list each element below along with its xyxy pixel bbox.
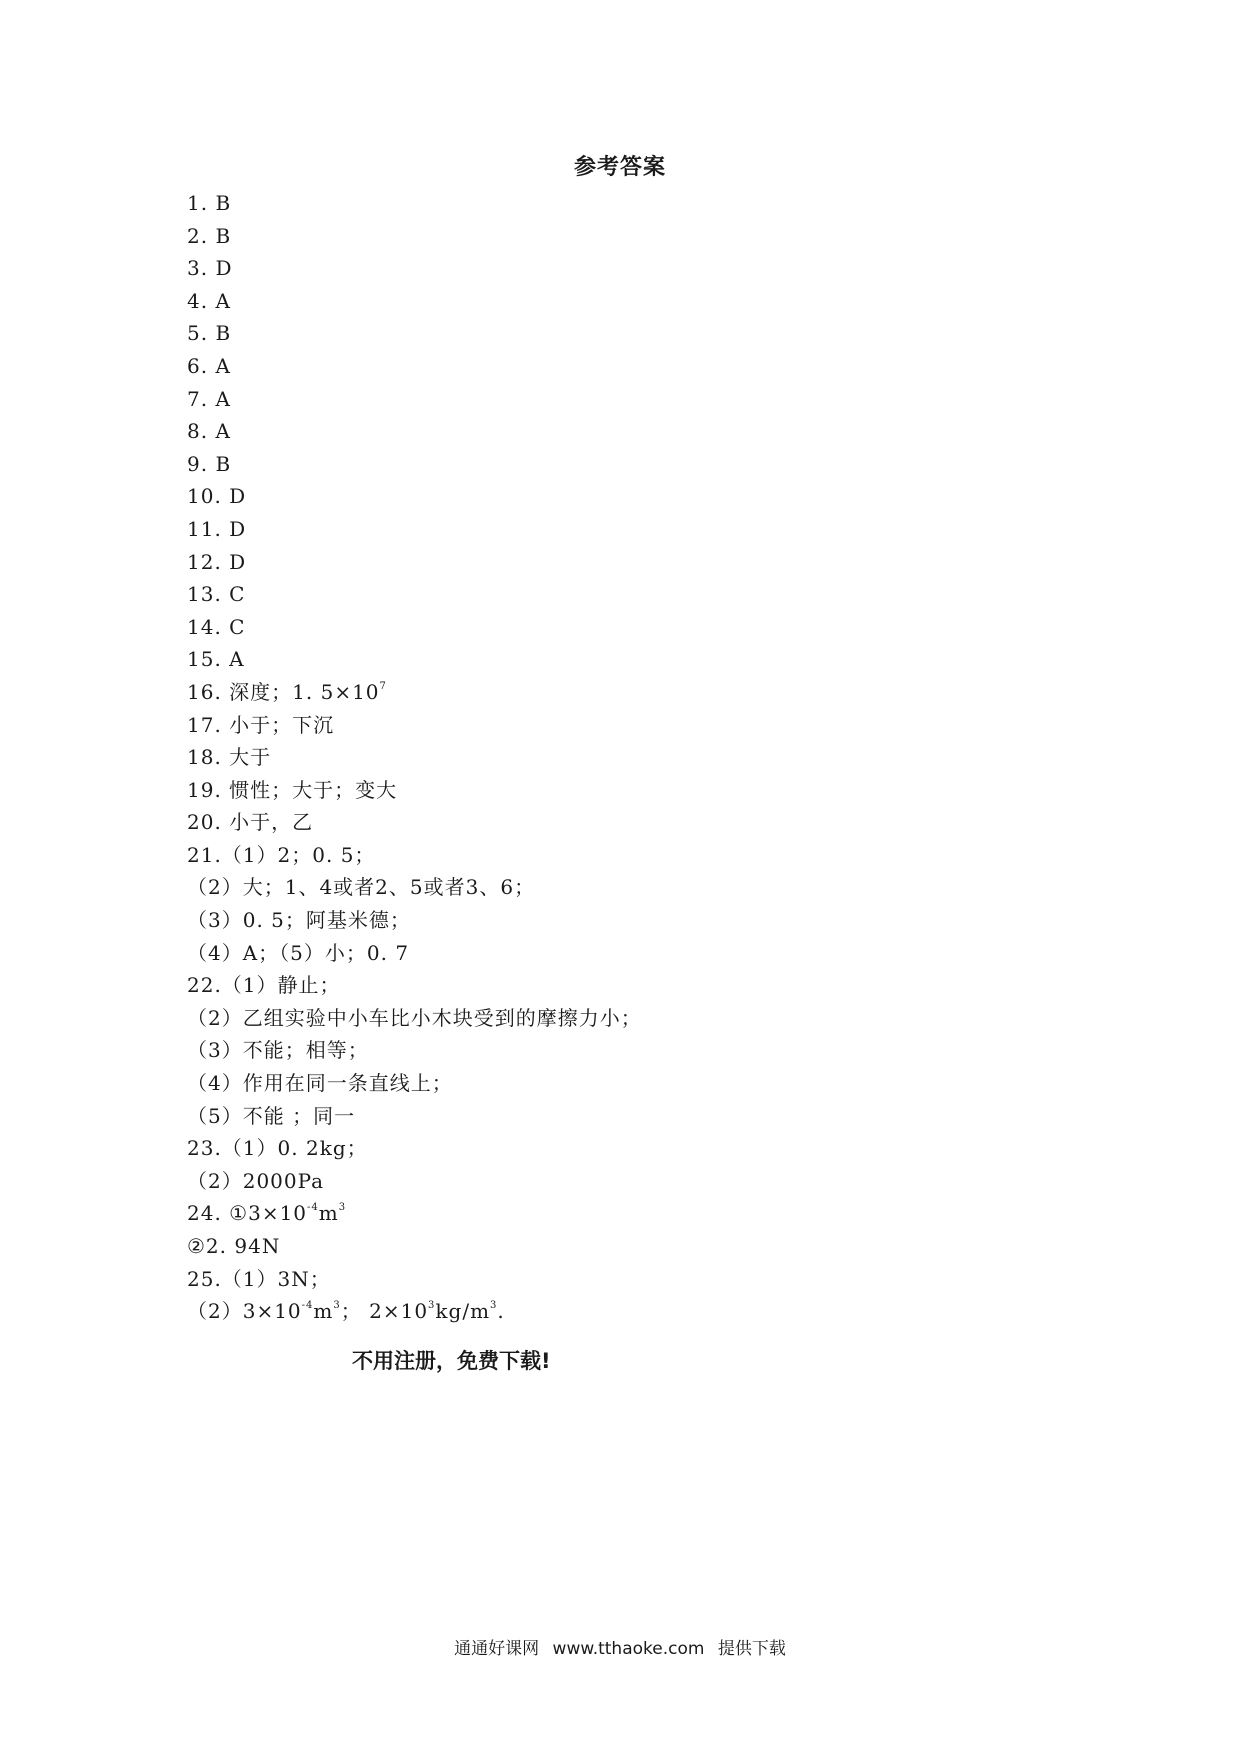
answer-14: 14. C [187,614,246,639]
answer-25-exponent: -4 [301,1300,314,1312]
answer-22-5: （5）不能 ；同一 [187,1103,356,1128]
answer-23-2: （2）2000Pa [187,1168,325,1193]
answer-list [187,187,642,1328]
answer-4: 4. A [187,288,231,313]
answer-5: 5. B [187,321,232,346]
answer-25-density-exponent: 3 [428,1300,436,1312]
footer-url[interactable]: www.tthaoke.com [552,1639,705,1659]
answer-23-1: 23.（1）0. 2kg； [187,1136,368,1161]
answer-16-text: 16. 深度；1. 5×10 [187,679,380,704]
answer-15: 15. A [187,647,245,672]
answer-1: 1. B [187,191,232,215]
answer-24-unit: m [318,1201,339,1226]
answer-2: 2. B [187,223,232,248]
answer-25-text: （2）3×10 [187,1299,302,1324]
answer-16-exponent: 7 [379,680,387,692]
answer-6: 6. A [187,353,231,378]
answer-10: 10. D [187,484,247,509]
answer-25-density-unit-exponent: 3 [490,1300,498,1312]
answer-19: 19. 惯性；大于；变大 [187,777,398,802]
answer-25-density: ； 2×10 [340,1299,429,1324]
footer-site-name: 通通好课网 [454,1639,540,1659]
answer-25-end: . [497,1299,505,1324]
answer-25-2 [187,1295,642,1328]
answer-25-1: 25.（1）3N； [187,1266,331,1291]
answer-21-2: （2）大；1、4或者2、5或者3、6； [187,875,536,900]
answer-8: 8. A [187,419,231,444]
answer-25-unit-exponent: 3 [333,1300,341,1312]
answer-21-1: 21.（1）2；0. 5； [187,842,376,867]
answer-13: 13. C [187,582,246,607]
answer-20: 20. 小于，乙 [187,810,314,835]
answer-22-1: 22.（1）静止； [187,973,341,998]
answer-24-text: 24. ①3×10 [187,1201,308,1226]
answer-25-density-unit: kg/m [435,1299,491,1324]
answer-9: 9. B [187,451,232,476]
answer-7: 7. A [187,386,231,411]
answer-22-4: （4）作用在同一条直线上； [187,1071,453,1096]
page-title: 参考答案 [573,155,666,180]
answer-18: 18. 大于 [187,745,272,770]
footer-suffix: 提供下载 [717,1639,786,1659]
footer [0,1634,1240,1659]
answer-21-4: （4）A；（5）小；0. 7 [187,940,410,965]
promo-text: 不用注册，免费下载! [352,1349,551,1373]
answer-17: 17. 小于；下沉 [187,712,335,737]
answer-16 [187,676,642,709]
answer-22-2: （2）乙组实验中小车比小木块受到的摩擦力小； [187,1005,642,1030]
answer-24-2: ②2. 94N [187,1234,281,1258]
answer-22-3: （3）不能；相等； [187,1038,369,1063]
answer-3: 3. D [187,256,233,281]
answer-25-unit: m [313,1299,334,1324]
answer-24-exponent: -4 [307,1202,319,1214]
answer-21-3: （3）0. 5；阿基米德； [187,908,411,933]
answer-11: 11. D [187,516,247,541]
answer-12: 12. D [187,549,247,574]
answer-24-unit-exponent: 3 [338,1202,347,1214]
answer-24-1 [187,1197,642,1230]
